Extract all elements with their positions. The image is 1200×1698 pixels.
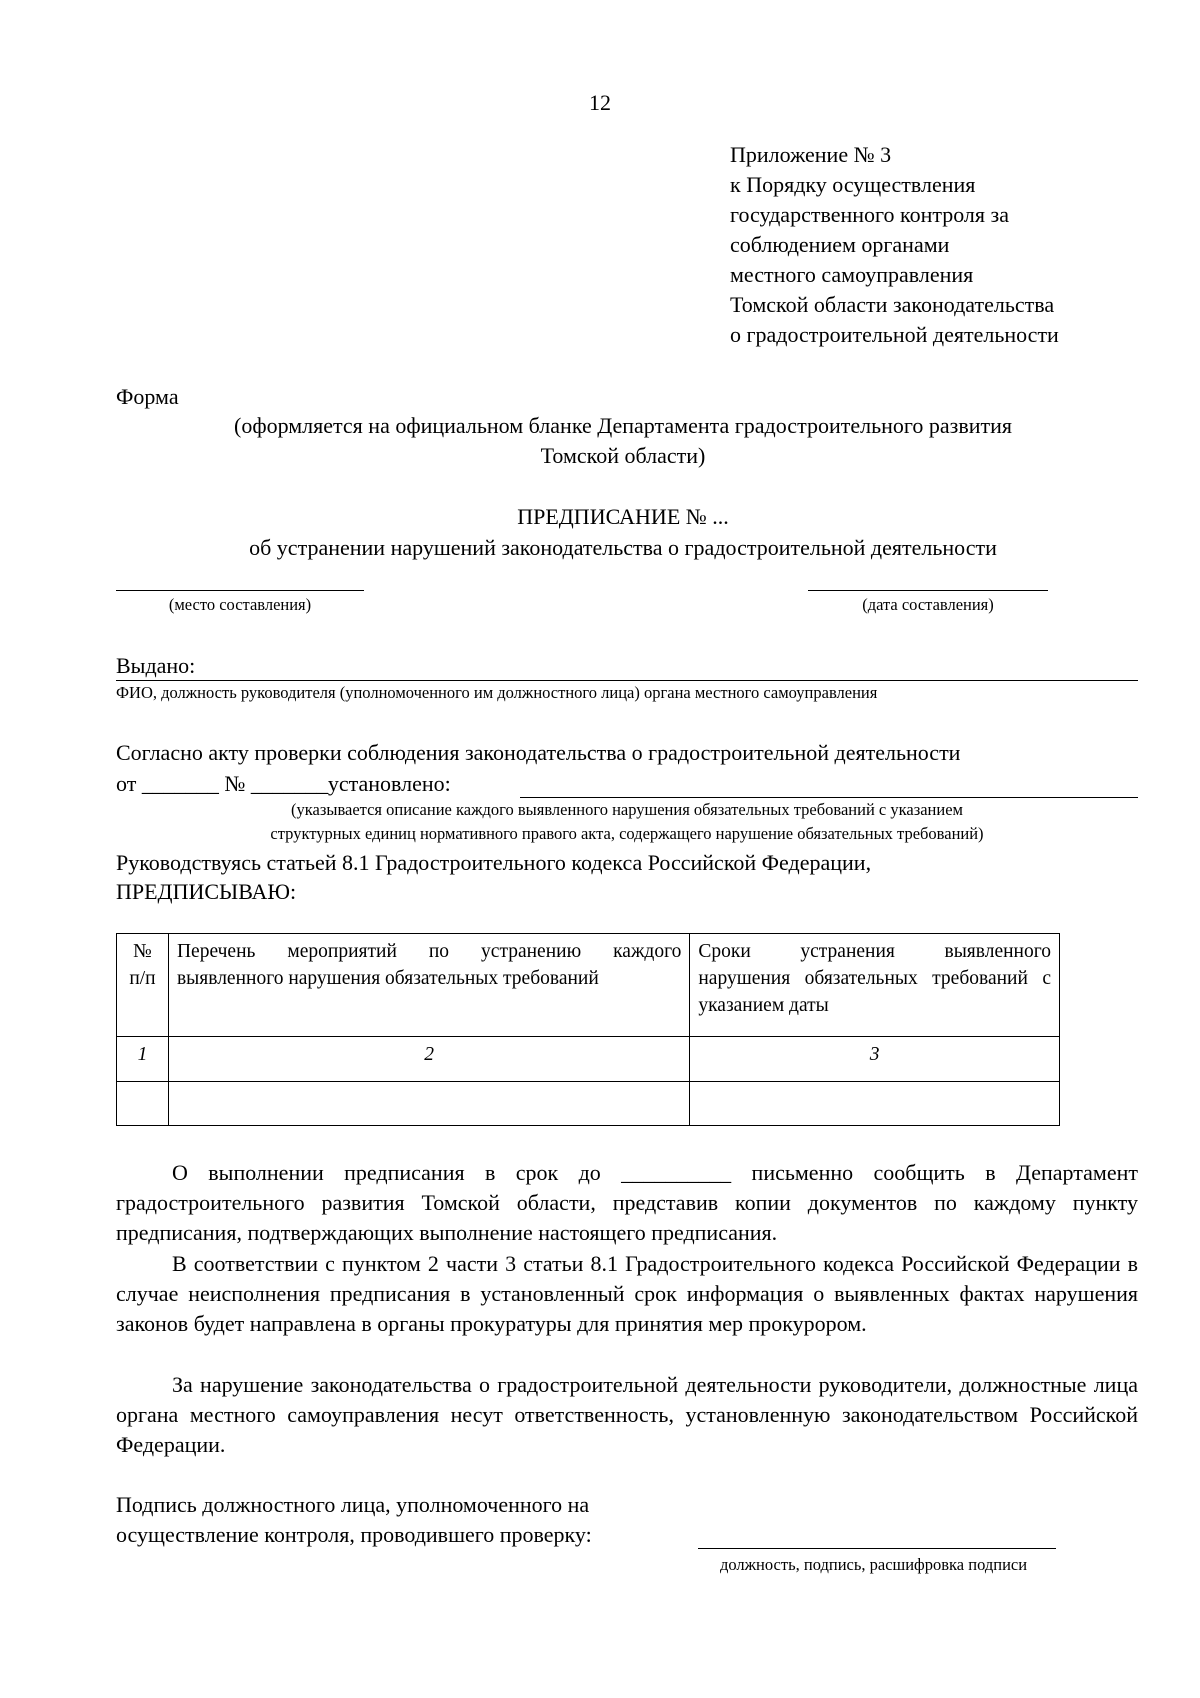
- appendix-line: о градостроительной деятельности: [730, 322, 1059, 347]
- form-note-line1: (оформляется на официальном бланке Департамента градостроительного развития: [234, 413, 1012, 438]
- appendix-line: соблюдением органами: [730, 232, 950, 257]
- table-cell: [168, 1082, 689, 1126]
- act-line2: от _______ № _______установлено:: [116, 771, 451, 796]
- place-line: [116, 590, 364, 591]
- act-caption1: (указывается описание каждого выявленного нарушения обязательных требований с указанием: [291, 800, 963, 819]
- table-cell: [690, 1082, 1060, 1126]
- appendix-line: Приложение № 3: [730, 142, 892, 167]
- table-cell: [117, 1082, 169, 1126]
- appendix-line: местного самоуправления: [730, 262, 974, 287]
- act-caption2: структурных единиц нормативного правого акта, содержащего нарушение обязательных требований): [270, 824, 984, 843]
- column-number: 1: [117, 1037, 169, 1082]
- form-note-line2: Томской области): [540, 443, 706, 468]
- appendix-line: государственного контроля за: [730, 202, 1009, 227]
- date-line: [808, 590, 1048, 591]
- signature-line2: осуществление контроля, проводившего проверку:: [116, 1522, 592, 1547]
- column-number: 2: [168, 1037, 689, 1082]
- basis-line2: ПРЕДПИСЫВАЮ:: [116, 879, 297, 904]
- signature-line: [698, 1548, 1056, 1549]
- appendix-line: к Порядку осуществления: [730, 172, 976, 197]
- appendix-line: Томской области законодательства: [730, 292, 1055, 317]
- header-number: № п/п: [117, 934, 169, 1037]
- table-row: [117, 1082, 1060, 1126]
- column-number: 3: [690, 1037, 1060, 1082]
- document-subtitle: об устранении нарушений законодательства о градостроительной деятельности: [249, 535, 997, 560]
- header-measures: Перечень мероприятий по устранению каждого выявленного нарушения обязательных требований: [168, 934, 689, 1037]
- document-title: ПРЕДПИСАНИЕ № ...: [517, 504, 729, 529]
- act-line1: Согласно акту проверки соблюдения законодательства о градостроительной деятельности: [116, 740, 961, 765]
- signature-line1: Подпись должностного лица, уполномоченного на: [116, 1492, 590, 1517]
- basis-line1: Руководствуясь статьей 8.1 Градостроительного кодекса Российской Федерации,: [116, 850, 872, 875]
- issued-caption: ФИО, должность руководителя (уполномоченного им должностного лица) органа местного самоуправления: [116, 683, 878, 702]
- measures-table: [116, 933, 1060, 1126]
- header-deadlines: Сроки устранения выявленного нарушения обязательных требований с указанием даты: [690, 934, 1060, 1037]
- date-caption: (дата составления): [862, 595, 994, 614]
- page-number: 12: [589, 90, 611, 115]
- table-header-row: [117, 934, 1060, 1037]
- signature-caption: должность, подпись, расшифровка подписи: [720, 1555, 1028, 1574]
- table-number-row: [117, 1037, 1060, 1082]
- form-label: Форма: [116, 384, 179, 409]
- appendix-block: [730, 140, 1170, 350]
- paragraph-consequence: В соответствии с пунктом 2 части 3 статьи 8.1 Градостроительного кодекса Российской Федерации в случае неисполнения предписания в установленный срок информация о выявленных фактах нарушения законов будет направлена в органы прокуратуры для принятия мер прокурором.: [116, 1251, 1138, 1336]
- place-caption: (место составления): [168, 595, 312, 614]
- issued-label: Выдано:: [116, 653, 196, 678]
- paragraph-deadline: О выполнении предписания в срок до __________ письменно сообщить в Департамент градостроительного развития Томской области, представив копии документов по каждому пункту предписания, подтверждающих выполнение настоящего предписания.: [116, 1160, 1138, 1245]
- paragraph-responsibility: За нарушение законодательства о градостроительной деятельности руководители, должностные лица органа местного самоуправления несут ответственность, установленную законодательством Российской Федерации.: [116, 1372, 1138, 1457]
